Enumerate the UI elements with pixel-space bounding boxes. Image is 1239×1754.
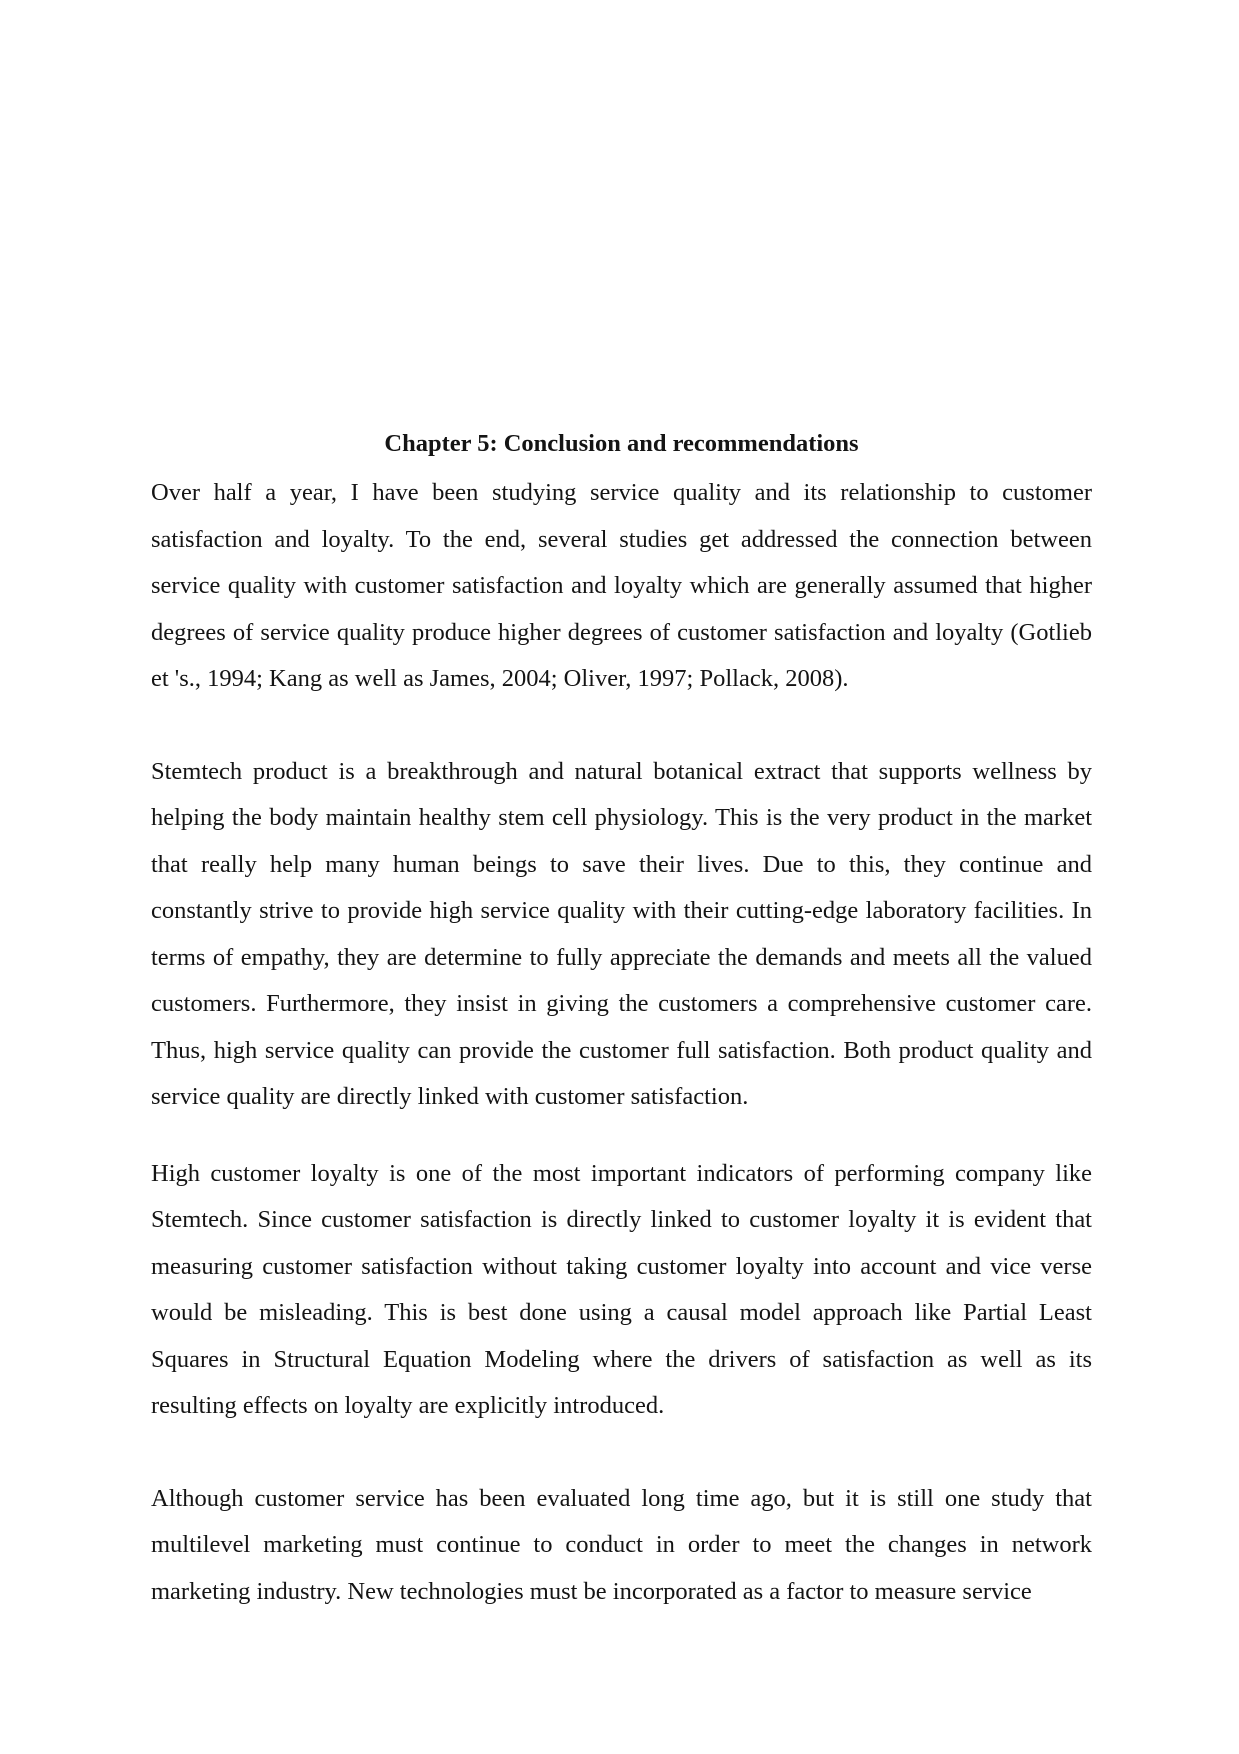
paragraph-spacer xyxy=(151,703,1092,749)
paragraph-spacer xyxy=(151,1121,1092,1151)
paragraph-intro: Over half a year, I have been studying service quality and its relationship to customer satisfaction and loyalty. To the end, several studies get addressed the connection between service quality with customer satisfaction and loyalty which are generally assumed that higher degrees of service quality produce higher degrees of customer satisfaction and loyalty (Gotlieb et 's., 1994; Kang as well as James, 2004; Oliver, 1997; Pollack, 2008). xyxy=(151,479,1092,692)
document-body xyxy=(151,424,1092,1615)
paragraph-spacer xyxy=(151,1430,1092,1476)
chapter-title: Chapter 5: Conclusion and recommendations xyxy=(384,430,859,457)
paragraph-stemtech: Stemtech product is a breakthrough and natural botanical extract that supports wellness by helping the body maintain healthy stem cell physiology. This is the very product in the market that really help many human beings to save their lives. Due to this, they continue and constantly strive to provide high service quality with their cutting-edge laboratory facilities. In terms of empathy, they are determine to fully appreciate the demands and meets all the valued customers. Furthermore, they insist in giving the customers a comprehensive customer care. Thus, high service quality can provide the customer full satisfaction. Both product quality and service quality are directly linked with customer satisfaction. xyxy=(151,757,1092,1110)
paragraph-customer-service: Although customer service has been evaluated long time ago, but it is still one study that multilevel marketing must continue to conduct in order to meet the changes in network marketing industry. New technologies must be incorporated as a factor to measure service xyxy=(151,1484,1092,1605)
paragraph-loyalty: High customer loyalty is one of the most important indicators of performing company like Stemtech. Since customer satisfaction is directly linked to customer loyalty it is evident that measuring customer satisfaction without taking customer loyalty into account and vice verse would be misleading. This is best done using a causal model approach like Partial Least Squares in Structural Equation Modeling where the drivers of satisfaction as well as its resulting effects on loyalty are explicitly introduced. xyxy=(151,1159,1092,1419)
